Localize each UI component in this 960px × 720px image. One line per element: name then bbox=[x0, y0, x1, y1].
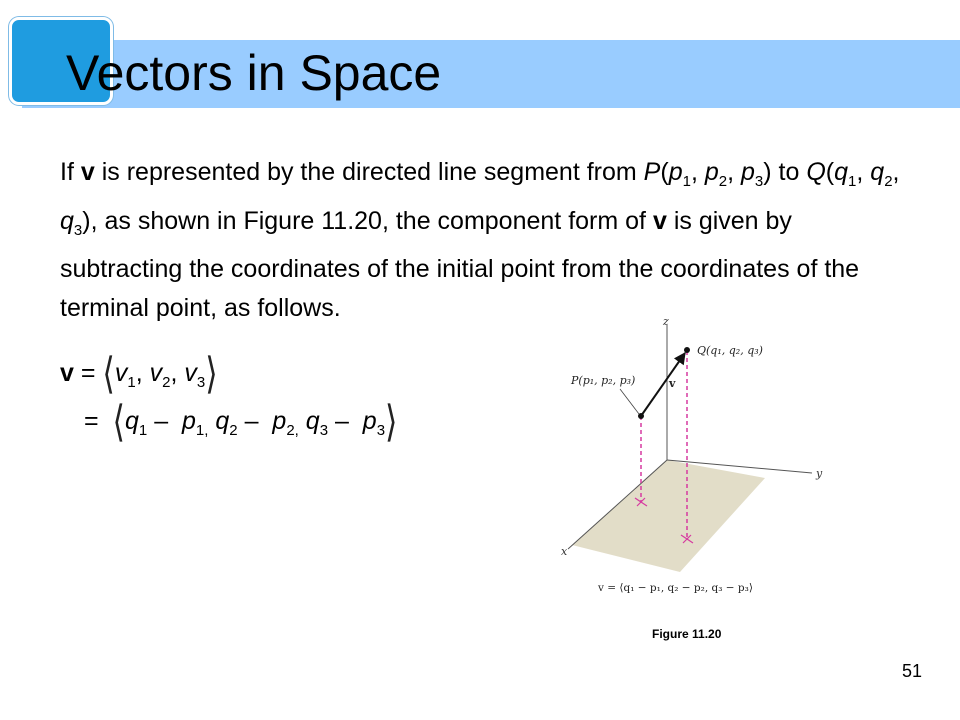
y-axis-label: y bbox=[816, 467, 823, 480]
point-q-label: Q(q₁, q₂, q₃) bbox=[697, 344, 763, 357]
equation-v-components: $v = ⟨v_1$, $v_2$, $v_3⟩$ bbox=[60, 348, 218, 398]
figure-11-20 bbox=[540, 305, 823, 615]
slide-title: Vectors in Space bbox=[66, 45, 442, 101]
xy-plane bbox=[572, 460, 765, 572]
point-q bbox=[684, 347, 690, 353]
point-p-label: P(p₁, p₂, p₃) bbox=[571, 374, 636, 387]
z-axis-label: z bbox=[663, 315, 669, 328]
x-axis-label: x bbox=[561, 545, 568, 558]
slide-number: 51 bbox=[902, 661, 923, 681]
vector-v-arrow bbox=[641, 353, 685, 416]
figure-formula: v = ⟨q₁ − p₁, q₂ − p₂, q₃ − p₃⟩ bbox=[598, 582, 753, 594]
point-p-leader bbox=[620, 389, 639, 414]
vector-v-label: v bbox=[669, 377, 676, 390]
equation-v-difference: = $⟨q_1 - p_{1,}$ $q_2 - p_{2,}$ $q_3$ – $p_3⟩$ bbox=[84, 396, 398, 446]
body-paragraph: If v is represented by the directed line segment from $P(p_1$, $p_2$, $p_3$) to $Q(q_1$, $q_2$, $q_3$), as shown in Figure 11.20, the component form of v is given by subtracting the coordinates of the initial point from the coordinates of the terminal point, as follows. bbox=[60, 158, 900, 322]
figure-caption: Figure 11.20 bbox=[652, 627, 722, 641]
